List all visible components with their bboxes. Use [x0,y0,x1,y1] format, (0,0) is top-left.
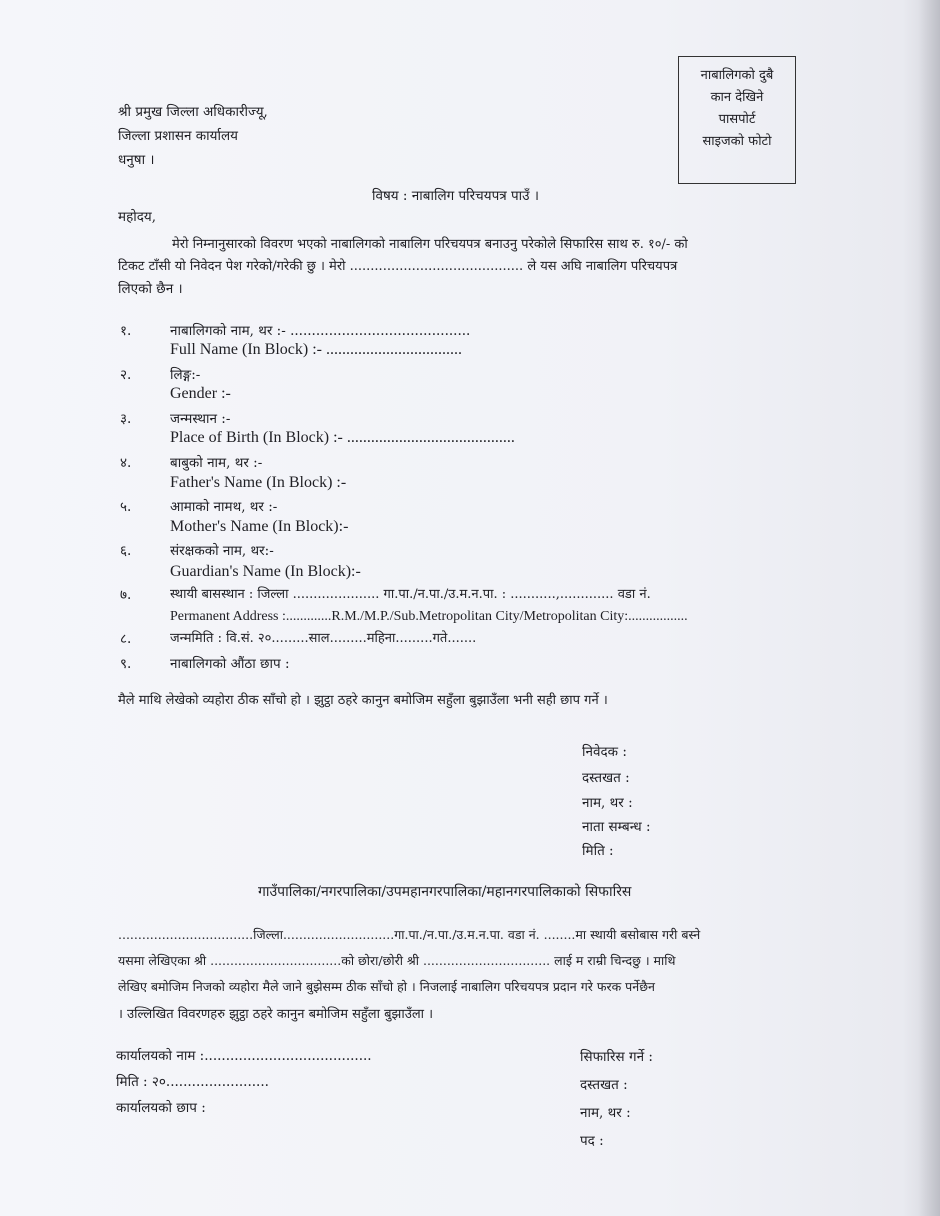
body-line: टिकट टाँसी यो निवेदन पेश गरेको/गरेकी छु । मेरो .......................................... ले यस अघि नाबालिग परिचयपत्र [118,259,678,274]
recommender-signature: दस्तखत : [580,1077,628,1093]
addressee-line: जिल्ला प्रशासन कार्यालय [118,128,238,144]
photo-box [678,56,796,184]
office-name: कार्यालयको नाम :....................................... [116,1048,372,1064]
declaration: मैले माथि लेखेको व्यहोरा ठीक साँचो हो । झुट्ठा ठहरे कानुन बमोजिम सहुँला बुझाउँला भनी सही छाप गर्ने । [118,693,608,708]
field-number: ३. [120,411,132,427]
field-label-en: Place of Birth (In Block) :- .......................................... [170,429,515,446]
field-number: १. [120,323,132,339]
field-label-np: बाबुको नाम, थर :- [170,455,263,471]
field-label-np: आमाको नामथ, थर :- [170,499,278,515]
field-number: ४. [120,455,132,471]
field-label-en: Gender :- [170,385,231,402]
salutation: महोदय, [118,209,157,225]
field-number: ६. [120,543,132,559]
applicant-date: मिति : [582,843,614,859]
office-date: मिति : २०........................ [116,1074,269,1090]
recommendation-line: लेखिए बमोजिम निजको व्यहोरा मैले जाने बुझेसम्म ठीक साँचो हो । निजलाई नाबालिग परिचयपत्र प्रदान गरे फरक पर्नेछैन [118,979,655,994]
recommender-name: नाम, थर : [580,1105,631,1121]
photo-box-line: नाबालिगको दुबै [700,68,774,83]
body-line: लिएको छैन । [118,281,183,297]
body-line: मेरो निम्नानुसारको विवरण भएको नाबालिगको नाबालिग परिचयपत्र बनाउनु परेकोले सिफारिस साथ रु. १०/- को [172,237,688,252]
field-label-en: Mother's Name (In Block):- [170,518,349,535]
applicant-relation: नाता सम्बन्ध : [582,819,651,835]
field-label-np: जन्ममिति : वि.सं. २०.........साल.........महिना.........गते....... [170,631,477,646]
recommendation-line: यसमा लेखिएका श्री .................................को छोरा/छोरी श्री ................................ लाई म राम्री चिन्दछु । माथि [118,953,676,968]
field-number: २. [120,367,132,383]
applicant-signature: दस्तखत : [582,770,630,786]
recommendation-line: ..................................जिल्ला............................गा.पा./न.पा./उ.म.न.पा. वडा नं. ........मा स्थायी बसोबास गरी बस्ने [118,927,701,942]
photo-box-line: पासपोर्ट [718,112,756,127]
field-label-np: स्थायी बासस्थान : जिल्ला ..................... गा.पा./न.पा./उ.म.न.पा. : ...........,............. वडा नं. [170,587,651,602]
field-label-np: लिङ्ग:- [170,367,201,383]
field-label-np: जन्मस्थान :- [170,411,231,427]
applicant-name: नाम, थर : [582,795,633,811]
field-number: ९. [120,656,132,672]
addressee-line: श्री प्रमुख जिल्ला अधिकारीज्यू, [118,104,268,120]
photo-box-line: कान देखिने [710,90,764,105]
field-label-np: नाबालिगको नाम, थर :- .......................................... [170,323,471,339]
recommendation-heading: गाउँपालिका/नगरपालिका/उपमहानगरपालिका/महानगरपालिकाको सिफारिस [258,884,632,900]
field-label-np: नाबालिगको औंठा छाप : [170,656,290,672]
subject-line: विषय : नाबालिग परिचयपत्र पाउँ । [372,188,539,204]
page-edge-shadow [918,0,940,1216]
field-label-en: Guardian's Name (In Block):- [170,563,361,580]
field-label-en: Permanent Address :.............R.M./M.P./Sub.Metropolitan City/Metropolitan City:................. [170,609,688,624]
addressee-line: धनुषा । [118,152,155,168]
field-label-en: Father's Name (In Block) :- [170,474,347,491]
photo-box-line: साइजको फोटो [702,134,772,149]
field-label-en: Full Name (In Block) :- .................................. [170,341,462,358]
field-label-np: संरक्षकको नाम, थर:- [170,543,274,559]
field-number: ७. [120,587,132,603]
recommender-label: सिफारिस गर्ने : [580,1049,653,1065]
recommendation-line: । उल्लिखित विवरणहरु झुट्ठा ठहरे कानुन बमोजिम सहुँला बुझाउँला । [118,1007,434,1022]
recommender-post: पद : [580,1133,604,1149]
office-stamp: कार्यालयको छाप : [116,1100,206,1116]
field-number: ८. [120,631,132,647]
field-number: ५. [120,499,132,515]
applicant-label: निवेदक : [582,744,627,760]
